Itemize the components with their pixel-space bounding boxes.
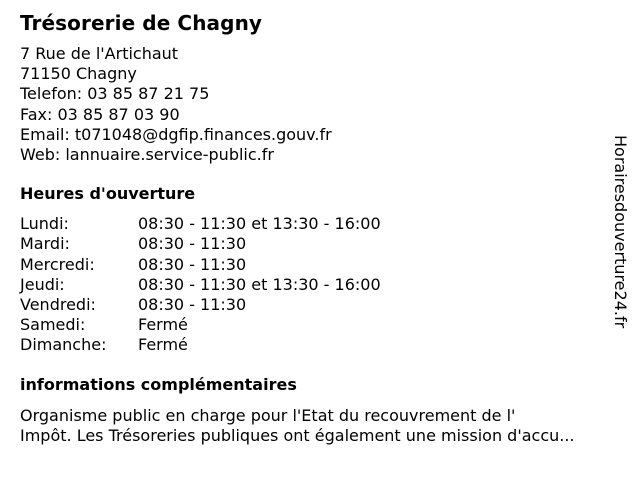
business-card [20,10,610,447]
page-title: Trésorerie de Chagny [20,11,263,35]
email-line: Email: t071048@dgfip.finances.gouv.fr [20,124,332,144]
day-hours: 08:30 - 11:30 [138,295,247,315]
day-label: Samedi: [20,315,86,335]
day-hours: 08:30 - 11:30 et 13:30 - 16:00 [138,214,381,234]
day-hours: Fermé [138,335,188,355]
info-line: Organisme public en charge pour l'Etat du recouvrement de l' [20,405,516,425]
hours-row-sunday [20,335,610,355]
phone-line: Telefon: 03 85 87 21 75 [20,84,210,104]
opening-hours-list [20,214,610,355]
opening-hours-heading: Heures d'ouverture [20,184,196,204]
day-label: Dimanche: [20,335,107,355]
hours-row-friday [20,295,610,315]
day-hours: 08:30 - 11:30 et 13:30 - 16:00 [138,274,381,294]
day-label: Mardi: [20,234,70,254]
day-hours: 08:30 - 11:30 [138,254,247,274]
hours-row-wednesday [20,255,610,275]
info-line: Impôt. Les Trésoreries publiques ont également une mission d'accu... [20,426,575,446]
hours-row-monday [20,214,610,234]
hours-row-tuesday [20,234,610,254]
hours-row-saturday [20,315,610,335]
day-label: Lundi: [20,214,69,234]
site-brand-watermark: Horairesdouverture24.fr [611,135,630,329]
day-label: Mercredi: [20,254,95,274]
hours-row-thursday [20,275,610,295]
additional-info-heading: informations complémentaires [20,374,297,394]
web-line: Web: lannuaire.service-public.fr [20,145,274,165]
fax-line: Fax: 03 85 87 03 90 [20,104,180,124]
city-line: 71150 Chagny [20,64,137,84]
day-hours: Fermé [138,315,188,335]
day-label: Jeudi: [20,274,65,294]
street-address: 7 Rue de l'Artichaut [20,44,179,63]
day-hours: 08:30 - 11:30 [138,234,247,254]
day-label: Vendredi: [20,295,96,315]
address-block [20,44,610,165]
additional-info-text [20,406,632,447]
